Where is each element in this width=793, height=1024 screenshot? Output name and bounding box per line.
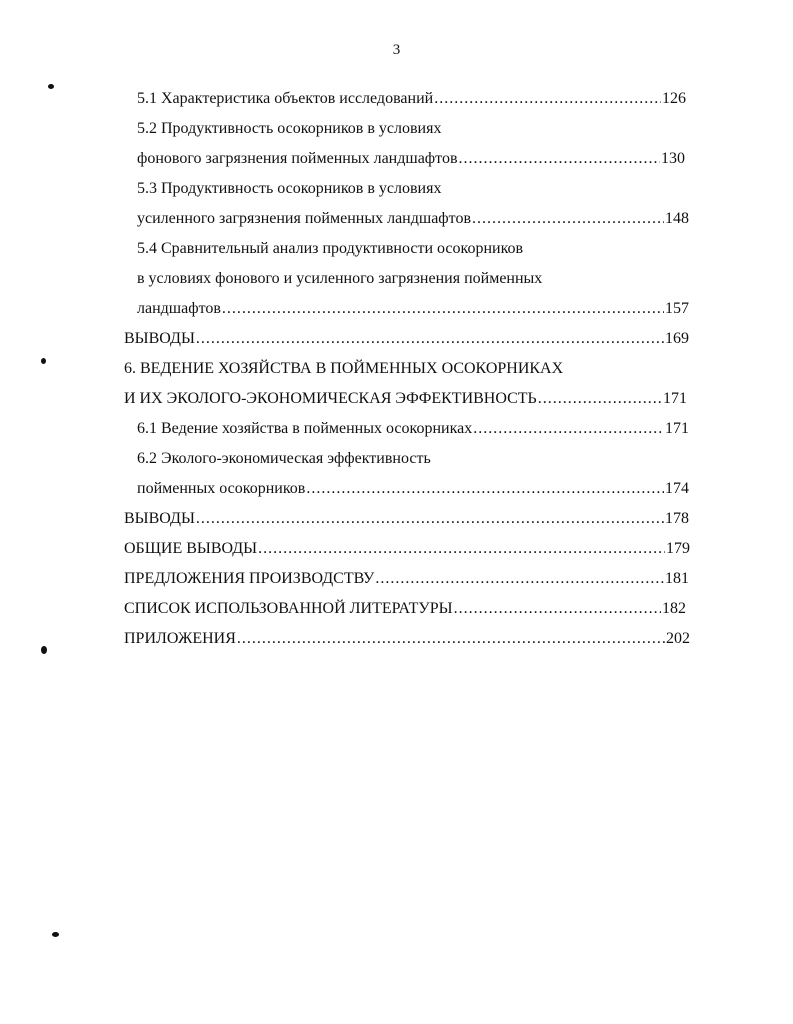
toc-entry-text: ВЫВОДЫ xyxy=(124,330,195,347)
toc-entry xyxy=(124,566,689,592)
toc-entry xyxy=(124,506,689,532)
toc-leader xyxy=(196,506,664,532)
scan-speck xyxy=(52,932,59,937)
toc-entry-text: пойменных осокорников xyxy=(137,480,306,497)
toc-entry-text: 6.1 Ведение хозяйства в пойменных осокорниках xyxy=(137,420,473,437)
toc-entry xyxy=(137,266,542,292)
toc-entry xyxy=(124,326,689,352)
toc-entry xyxy=(137,446,431,472)
toc-entry-text: ПРЕДЛОЖЕНИЯ ПРОИЗВОДСТВУ xyxy=(124,570,375,587)
toc-leader xyxy=(459,146,661,172)
toc-entry-text: 6.2 Эколого-экономическая эффективность xyxy=(137,450,431,467)
toc-entry xyxy=(124,596,686,622)
toc-leader xyxy=(472,206,664,232)
toc-entry-page: 182 xyxy=(662,600,686,617)
toc-entry xyxy=(124,536,690,562)
toc-entry-text: 5.1 Характеристика объектов исследований xyxy=(137,90,434,107)
toc-leader xyxy=(375,566,664,592)
toc-entry-page: 148 xyxy=(665,210,689,227)
toc-leader xyxy=(258,536,665,562)
toc-entry xyxy=(137,206,689,232)
toc-entry-text: ландшафтов xyxy=(137,300,221,317)
toc-entry xyxy=(124,356,563,382)
toc-entry-page: 202 xyxy=(666,630,690,647)
toc-entry-page: 171 xyxy=(663,390,687,407)
toc-entry xyxy=(124,626,690,652)
toc-leader xyxy=(196,326,664,352)
toc-entry xyxy=(137,116,441,142)
toc-leader xyxy=(434,86,661,112)
toc-entry-page: 171 xyxy=(665,420,689,437)
toc-entry-text: 5.4 Сравнительный анализ продуктивности осокорников xyxy=(137,240,524,257)
toc-entry-text: И ИХ ЭКОЛОГО-ЭКОНОМИЧЕСКАЯ ЭФФЕКТИВНОСТЬ xyxy=(124,390,537,407)
toc-entry xyxy=(137,86,686,112)
toc-entry xyxy=(137,236,523,262)
toc-leader xyxy=(306,476,664,502)
toc-entry-page: 126 xyxy=(662,90,686,107)
scan-speck xyxy=(41,646,47,654)
toc-leader xyxy=(237,626,665,652)
toc-leader xyxy=(473,416,664,442)
toc-entry-page: 169 xyxy=(665,330,689,347)
toc-entry xyxy=(137,416,689,442)
toc-leader xyxy=(222,296,664,322)
scan-speck xyxy=(41,358,46,364)
toc-entry-text: 5.3 Продуктивность осокорников в условиях xyxy=(137,180,442,197)
toc-entry-text: 6. ВЕДЕНИЕ ХОЗЯЙСТВА В ПОЙМЕННЫХ ОСОКОРНИКАХ xyxy=(124,360,564,377)
toc-entry-page: 130 xyxy=(661,150,685,167)
toc-entry xyxy=(137,176,441,202)
toc-entry xyxy=(137,476,689,502)
toc-entry-page: 179 xyxy=(666,540,690,557)
toc-entry-text: усиленного загрязнения пойменных ландшафтов xyxy=(137,210,471,227)
toc-entry-page: 157 xyxy=(665,300,689,317)
toc-entry-page: 178 xyxy=(665,510,689,527)
toc-entry-text: 5.2 Продуктивность осокорников в условиях xyxy=(137,120,442,137)
toc-leader xyxy=(454,596,661,622)
toc-entry-text: ОБЩИЕ ВЫВОДЫ xyxy=(124,540,258,557)
toc-entry-page: 174 xyxy=(665,480,689,497)
toc-entry-text: в условиях фонового и усиленного загрязнения пойменных xyxy=(137,270,543,287)
toc-entry-page: 181 xyxy=(665,570,689,587)
toc-leader xyxy=(538,386,662,412)
toc-entry-text: ПРИЛОЖЕНИЯ xyxy=(124,630,236,647)
toc-entry-text: СПИСОК ИСПОЛЬЗОВАННОЙ ЛИТЕРАТУРЫ xyxy=(124,600,453,617)
scan-speck xyxy=(48,84,54,89)
toc-entry-text: фонового загрязнения пойменных ландшафтов xyxy=(137,150,458,167)
toc-entry xyxy=(124,386,687,412)
page-number: 3 xyxy=(392,42,401,58)
toc-entry-text: ВЫВОДЫ xyxy=(124,510,195,527)
toc-entry xyxy=(137,146,685,172)
toc-entry xyxy=(137,296,689,322)
